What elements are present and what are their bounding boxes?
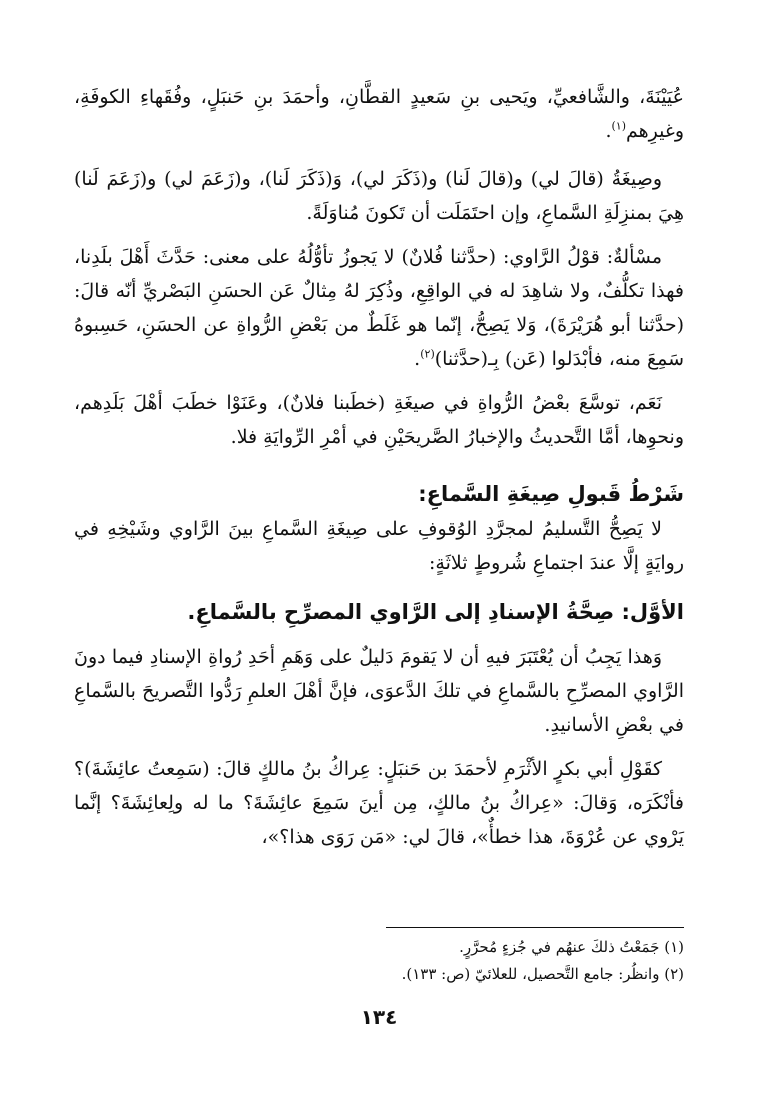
first-condition-paragraph-2: كقَوْلِ أبي بكرٍ الأثْرَمِ لأحمَدَ بن حَنبَلٍ: عِراكُ بنُ مالكٍ قالَ: (سَمِعتُ عائِشَةَ)؟ فأنْكَرَه، وَقالَ: «عِراكُ بنُ مالكٍ، مِن أينَ سَمِعَ عائِشَةَ؟ ما له ولِعائِشَةَ؟ إنَّما يَرْوي عن عُرْوَةَ، هذا خطأٌ»، قالَ لي: «مَن رَوَى هذا؟»، [74,758,684,848]
paragraph-3-tail: . [414,348,421,370]
first-condition-paragraph-1: وَهذا يَجِبُ أن يُعْتَبَرَ فيهِ أن لا يَقومَ دَليلٌ على وَهَمِ أحَدِ رُواةِ الإسنادِ فيما دونَ الرَّاوي المصرِّحِ بالسَّماعِ في تلكَ الدَّعوَى، فإنَّ أهْلَ العلمِ رَدُّوا التَّصريحَ بالسَّماعِ في بعْضِ الأسانيدِ. [74,646,684,736]
footnote-2 [74,961,684,988]
footnote-1-number: (١) [664,938,684,956]
footnote-ref-2[interactable]: (٢) [420,347,435,361]
footnote-ref-1[interactable]: (١) [611,119,626,133]
page-body [74,80,684,854]
paragraph-1-text: عُيَيْنَةَ، والشَّافعيِّ، ويَحيى بنِ سَعيدٍ القطَّانِ، وأحمَدَ بنِ حَنبَلٍ، وفُقَهاءِ الكوفَةِ، وغيرِهم [74,86,684,142]
section-heading: شَرْطُ قَبولِ صِيغَةِ السَّماعِ: [418,482,684,506]
footnote-1 [74,934,684,961]
footnote-2-text: وانظُر: جامع التَّحصيل، للعلائيّ (ص: ١٣٣). [401,965,660,983]
footnotes [74,934,684,988]
footnote-divider [386,927,684,928]
footnote-2-number: (٢) [664,965,684,983]
paragraph-3-text: مسْألةٌ: قوْلُ الرَّاوي: (حدَّثنا فُلانٌ) لا يَجوزُ تأوُّلُهُ على معنى: حَدَّثَ أَهْلَ بلَدِنا، فهذا تكلُّفٌ، ولا شاهِدَ له في الواقِعِ، وذُكِرَ لهُ مِثالٌ عَن الحسَنِ البَصْريِّ أنّه قالَ: (حدَّثنا أبو هُرَيْرَةَ)، وَلا يَصِحُّ، إنّما هو غَلَطٌ من بَعْضِ الرُّواةِ عن الحسَنِ، حَسِبوهُ سَمِعَ منه، فأبْدَلوا (عَن) بِـ(حدَّثنا) [74,246,684,370]
page-number: ١٣٤ [360,1005,398,1029]
paragraph-4: نَعَم، توسَّعَ بعْضُ الرُّواةِ في صيغَةِ (خطَبنا فلانٌ)، وعَنَوْا خطَبَ أهْلَ بَلَدِهم، ونحوِها، أمَّا التَّحديثُ والإخبارُ الصَّريحَيْنِ في أمْرِ الرِّوايَةِ فلا. [74,392,684,448]
paragraph-1 [74,80,684,148]
footnote-1-text: جَمَعْتُ ذلكَ عنهُم في جُزءٍ مُحرَّرٍ. [459,938,660,956]
paragraph-2: وصِيغَةُ (قالَ لي) و(قالَ لَنا) و(ذَكَرَ لي)، وَ(ذَكَرَ لَنا)، و(زَعَمَ لي) و(زَعَمَ لَنا) هِيَ بمنزِلَةِ السَّماعِ، وإن احتَمَلَت أن تَكونَ مُناوَلَةً. [74,168,684,224]
first-condition-heading: الأوَّل: صِحَّةُ الإسنادِ إلى الرَّاوي المصرِّحِ بالسَّماعِ. [187,600,684,624]
condition-intro: لا يَصِحُّ التَّسليمُ لمجرَّدِ الوُقوفِ على صِيغَةِ السَّماعِ بينَ الرَّاوي وشَيْخِهِ في روايَةٍ إلَّا عندَ اجتماعِ شُروطٍ ثلاثَةٍ: [74,518,684,574]
paragraph-3 [74,240,684,376]
paragraph-1-tail: . [605,120,612,142]
